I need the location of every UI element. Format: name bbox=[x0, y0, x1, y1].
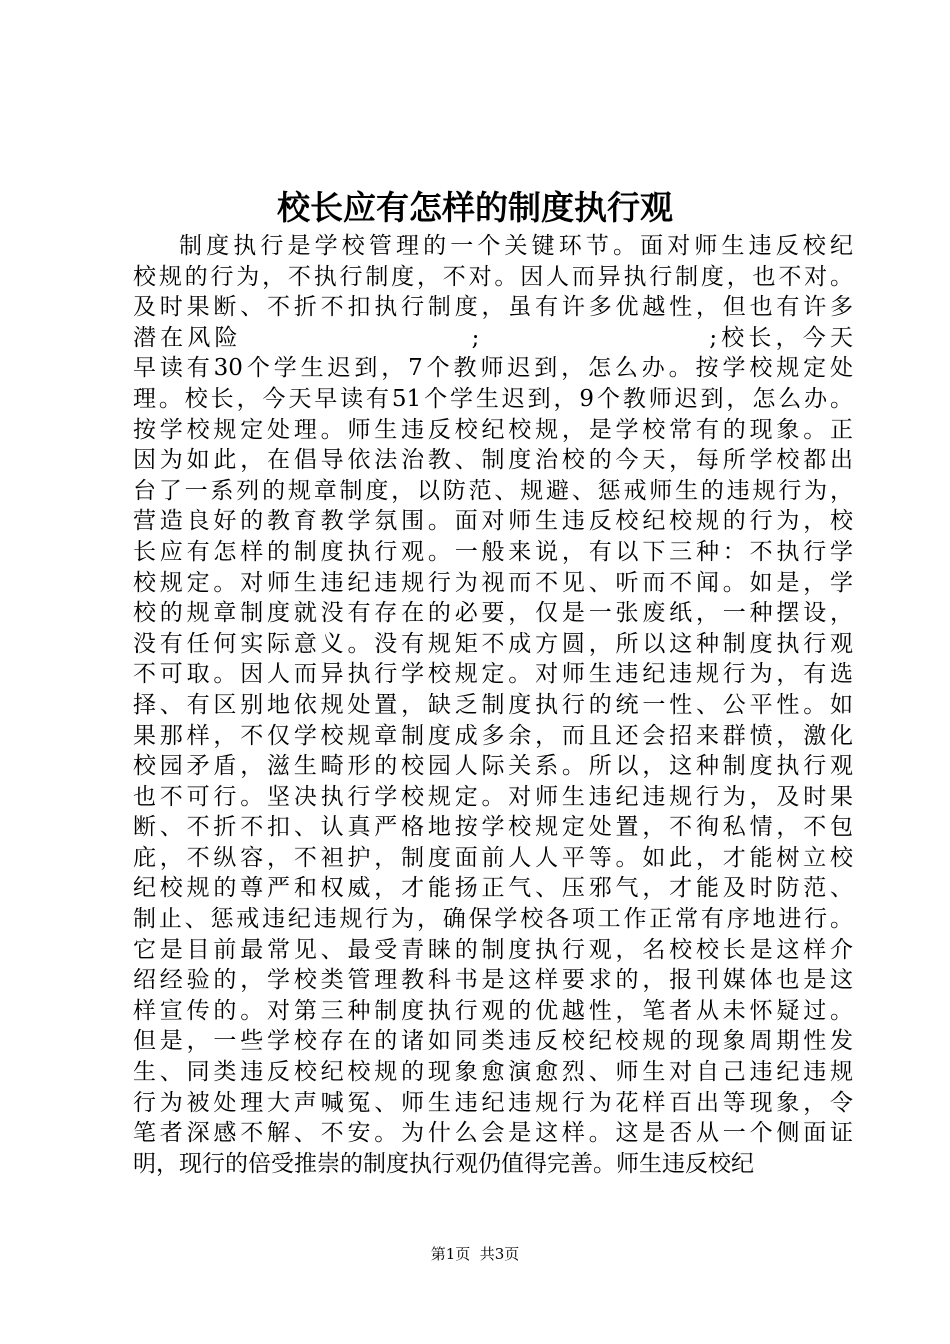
body-line: 样宣传的。对第三种制度执行观的优越性，笔者从未怀疑过。 bbox=[133, 997, 853, 1024]
body-line: 及时果断、不折不扣执行制度，虽有许多优越性，但也有许多 bbox=[133, 294, 853, 321]
body-line: 理。校长，今天早读有51个学生迟到，9个教师迟到，怎么办。 bbox=[133, 385, 853, 412]
body-line: 明，现行的倍受推崇的制度执行观仍值得完善。师生违反校纪 bbox=[133, 1150, 754, 1177]
body-line: 校规定。对师生违纪违规行为视而不见、听而不闻。如是，学 bbox=[133, 569, 853, 596]
body-line: 早读有30个学生迟到，7个教师迟到，怎么办。按学校规定处 bbox=[133, 355, 853, 382]
body-line: 制止、惩戒违纪违规行为，确保学校各项工作正常有序地进行。 bbox=[133, 906, 853, 933]
body-line: 择、有区别地依规处置，缺乏制度执行的统一性、公平性。如 bbox=[133, 691, 853, 718]
page-footer bbox=[0, 1244, 950, 1264]
body-line: 校的规章制度就没有存在的必要，仅是一张废纸，一种摆设， bbox=[133, 600, 853, 627]
body-line: 台了一系列的规章制度，以防范、规避、惩戒师生的违规行为， bbox=[133, 477, 853, 504]
body-line: 营造良好的教育教学氛围。面对师生违反校纪校规的行为，校 bbox=[133, 508, 853, 535]
body-line: 笔者深感不解、不安。为什么会是这样。这是否从一个侧面证 bbox=[133, 1120, 853, 1147]
page-number: 第1页 共3页 bbox=[430, 1245, 520, 1263]
body-line: 也不可行。坚决执行学校规定。对师生违纪违规行为，及时果 bbox=[133, 783, 853, 810]
body-line: 校园矛盾，滋生畸形的校园人际关系。所以，这种制度执行观 bbox=[133, 753, 853, 780]
document-title: 校长应有怎样的制度执行观 bbox=[277, 188, 673, 227]
body-line: 长应有怎样的制度执行观。一般来说，有以下三种：不执行学 bbox=[133, 538, 853, 565]
body-line: 断、不折不扣、认真严格地按学校规定处置，不徇私情，不包 bbox=[133, 814, 853, 841]
document-body bbox=[133, 231, 853, 1179]
body-line: 庇，不纵容，不袒护，制度面前人人平等。如此，才能树立校 bbox=[133, 844, 853, 871]
body-line: 纪校规的尊严和权威，才能扬正气、压邪气，才能及时防范、 bbox=[133, 875, 853, 902]
body-line: 因为如此，在倡导依法治教、制度治校的今天，每所学校都出 bbox=[133, 447, 853, 474]
body-line: 潜在风险 ; ;校长，今天 bbox=[133, 324, 853, 351]
body-line: 校规的行为，不执行制度，不对。因人而异执行制度，也不对。 bbox=[133, 263, 853, 290]
body-line: 但是，一些学校存在的诸如同类违反校纪校规的现象周期性发 bbox=[133, 1028, 853, 1055]
body-line: 不可取。因人而异执行学校规定。对师生违纪违规行为，有选 bbox=[133, 661, 853, 688]
body-line: 制度执行是学校管理的一个关键环节。面对师生违反校纪 bbox=[179, 233, 853, 259]
body-line: 果那样，不仅学校规章制度成多余，而且还会招来群愤，激化 bbox=[133, 722, 853, 749]
body-line: 没有任何实际意义。没有规矩不成方圆，所以这种制度执行观 bbox=[133, 630, 853, 657]
body-line: 绍经验的，学校类管理教科书是这样要求的，报刊媒体也是这 bbox=[133, 967, 853, 994]
body-line: 生、同类违反校纪校规的现象愈演愈烈、师生对自己违纪违规 bbox=[133, 1059, 853, 1086]
body-line: 按学校规定处理。师生违反校纪校规，是学校常有的现象。正 bbox=[133, 416, 853, 443]
body-line: 它是目前最常见、最受青睐的制度执行观，名校校长是这样介 bbox=[133, 936, 853, 963]
body-line: 行为被处理大声喊冤、师生违纪违规行为花样百出等现象，令 bbox=[133, 1089, 853, 1116]
